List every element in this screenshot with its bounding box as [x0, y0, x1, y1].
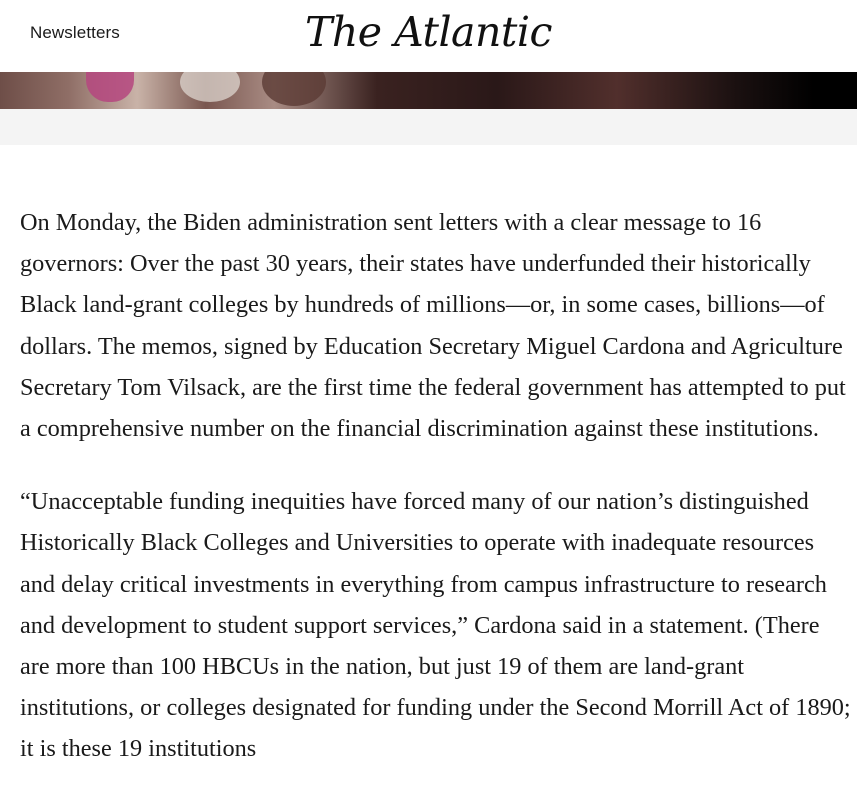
article-paragraph: “Unacceptable funding inequities have forced many of our nation’s distinguished Historically Black Colleges and Universities to operate with inadequate resources and delay critical investments in everything from campus infrastructure to research and development to student support services,” Cardona said in a statement. (There are more than 100 HBCUs in the nation, but just 19 of them are land-grant institutions, or colleges designated for funding under the Second Morrill Act of 1890; it is these 19 institutions — [20, 488, 851, 763]
newsletters-link[interactable]: Newsletters — [30, 23, 120, 42]
article-body — [20, 202, 854, 802]
site-logo[interactable]: The Atlantic — [305, 8, 552, 56]
hero-image-detail — [180, 72, 240, 102]
caption-band — [0, 109, 857, 145]
site-header — [0, 0, 857, 72]
article-paragraph: On Monday, the Biden administration sent letters with a clear message to 16 governors: Over the past 30 years, their states have underfunded their historically Black land-grant colleges by hundreds of millions—or, in some cases, billions—of dollars. The memos, signed by Education Secretary Miguel Cardona and Agriculture Secretary Tom Vilsack, are the first time the federal government has attempted to put a comprehensive number on the financial discrimination against these institutions. — [20, 209, 846, 443]
hero-image — [0, 72, 857, 109]
hero-image-detail — [86, 72, 134, 102]
hero-image-detail — [262, 72, 326, 106]
